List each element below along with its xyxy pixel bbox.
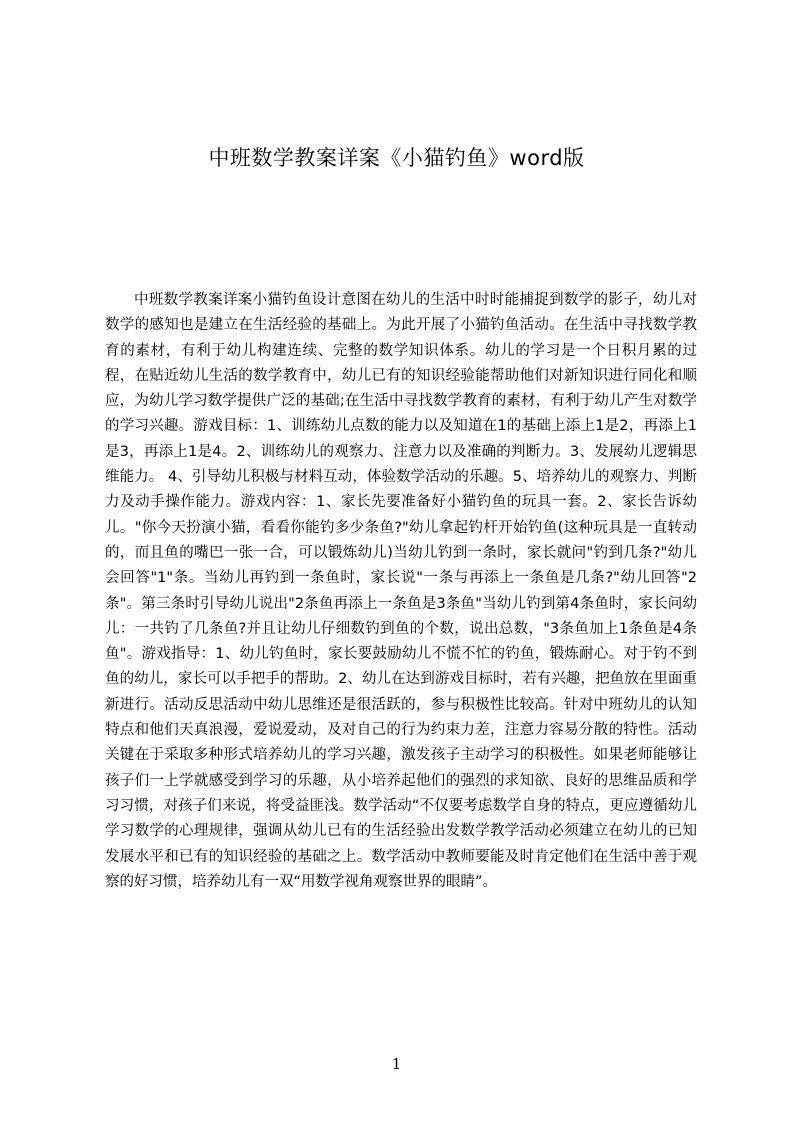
page-number: 1 <box>391 1055 402 1073</box>
document-title: 中班数学教案详案《小猫钓鱼》word版 <box>208 146 585 170</box>
document-body-paragraph: 中班数学教案详案小猫钓鱼设计意图在幼儿的生活中时时能捕捉到数学的影子，幼儿对数学的感知也是建立在生活经验的基础上。为此开展了小猫钓鱼活动。在生活中寻找数学教育的素材，有利于幼儿构建连续、完整的数学知识体系。幼儿的学习是一个日积月累的过程，在贴近幼儿生活的数学教育中，幼儿已有的知识经验能帮助他们对新知识进行同化和顺应，为幼儿学习数学提供广泛的基础;在生活中寻找数学教育的素材，有利于幼儿产生对数学的学习兴趣。游戏目标：1、训练幼儿点数的能力以及知道在1的基础上添上1是2，再添上1是3，再添上1是4。2、训练幼儿的观察力、注意力以及准确的判断力。3、发展幼儿逻辑思维能力。 4、引导幼儿积极与材料互动，体验数学活动的乐趣。5、培养幼儿的观察力、判断力及动手操作能力。游戏内容：1、家长先要准备好小猫钓鱼的玩具一套。2、家长告诉幼儿。"你今天扮演小猫，看看你能钓多少条鱼?"幼儿拿起钓杆开始钓鱼(这种玩具是一直转动的，而且鱼的嘴巴一张一合，可以锻炼幼儿)当幼儿钓到一条时，家长就问"钓到几条?"幼儿会回答"1"条。当幼儿再钓到一条鱼时，家长说"一条与再添上一条鱼是几条?"幼儿回答"2条"。第三条时引导幼儿说出"2条鱼再添上一条鱼是3条鱼"当幼儿钓到第4条鱼时，家长问幼儿：一共钓了几条鱼?并且让幼儿仔细数钓到鱼的个数，说出总数，"3条鱼加上1条鱼是4条鱼"。游戏指导：1、幼儿钓鱼时，家长要鼓励幼儿不慌不忙的钓鱼，锻炼耐心。对于钓不到鱼的幼儿，家长可以手把手的帮助。2、幼儿在达到游戏目标时，若有兴趣，把鱼放在里面重新进行。活动反思活动中幼儿思维还是很活跃的，参与积极性比较高。针对中班幼儿的认知特点和他们天真浪漫，爱说爱动，及对自己的行为约束力差，注意力容易分散的特性。活动关键在于采取多种形式培养幼儿的学习兴趣，激发孩子主动学习的积极性。如果老师能够让孩子们一上学就感受到学习的乐趣，从小培养起他们的强烈的求知欲、良好的思维品质和学习习惯，对孩子们来说，将受益匪浅。数学活动“不仅要考虑数学自身的特点，更应遵循幼儿学习数学的心理规律，强调从幼儿已有的生活经验出发数学教学活动必须建立在幼儿的已知发展水平和已有的知识经验的基础之上。数学活动中教师要能及时肯定他们在生活中善于观察的好习惯，培养幼儿有一双“用数学视角观察世界的眼睛”。 <box>105 292 697 890</box>
